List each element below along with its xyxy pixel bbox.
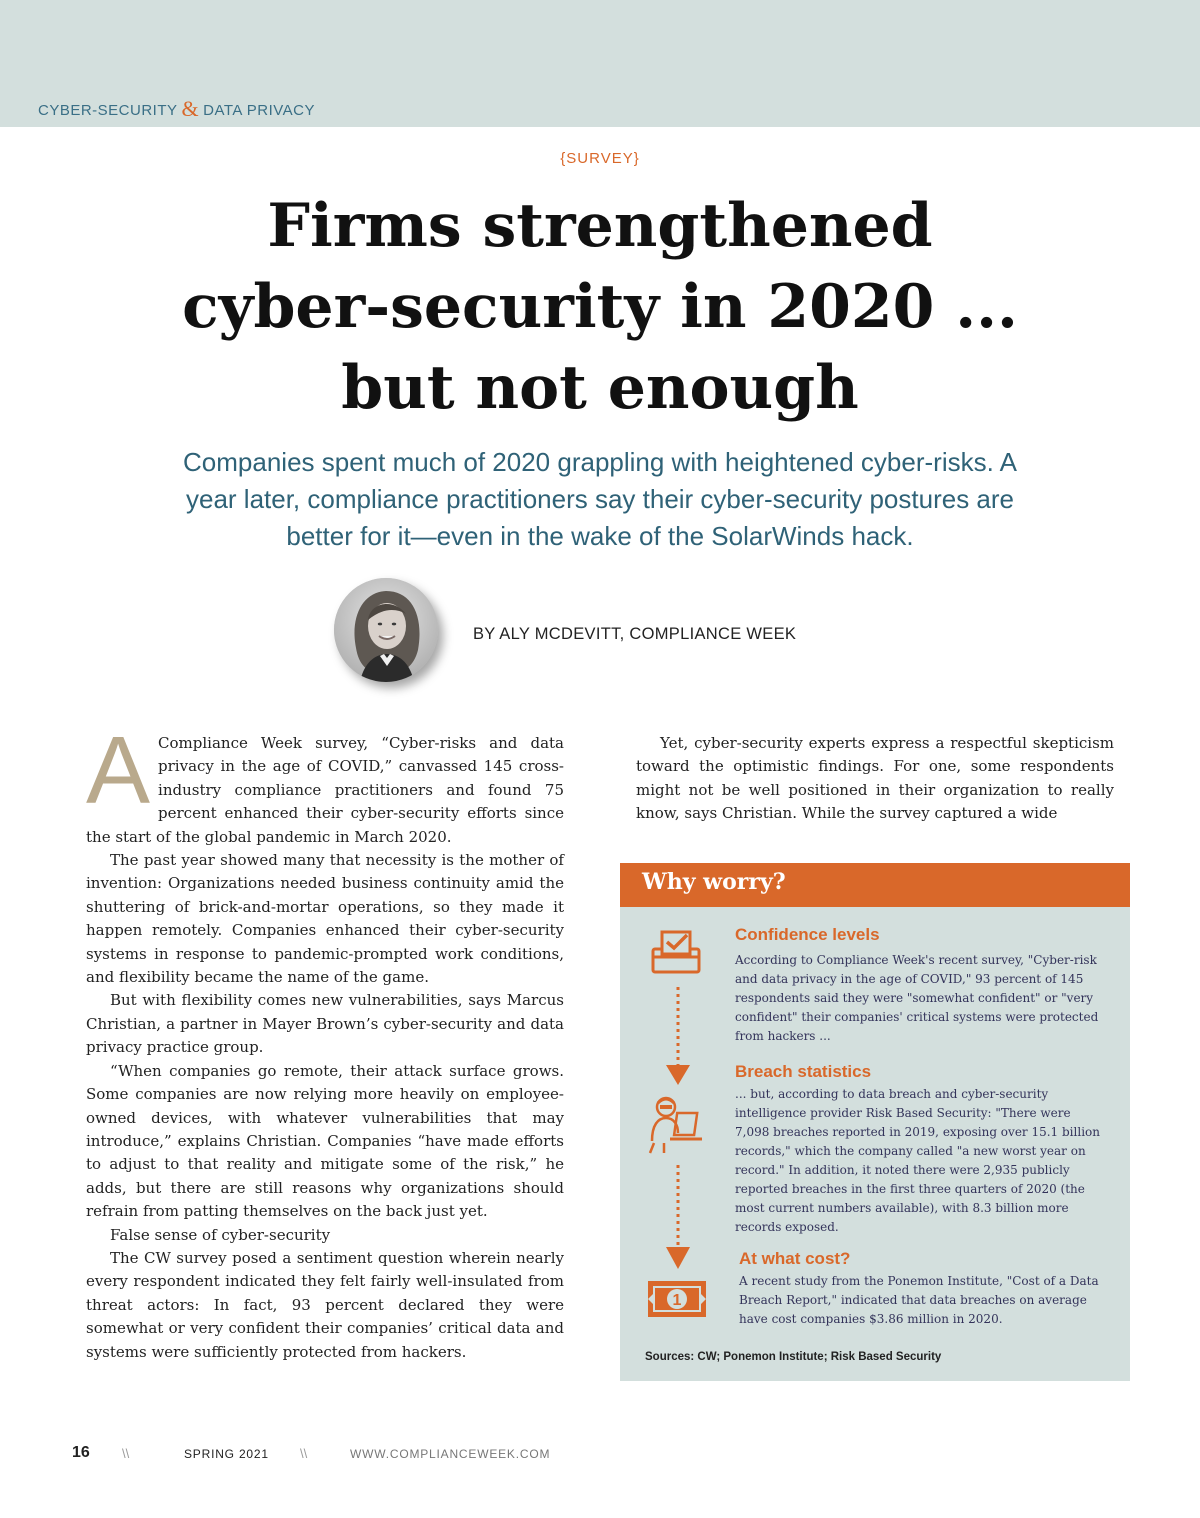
body-paragraph: The past year showed many that necessity is the mother of invention: Organizations needed business continuity amid the shuttering of brick-and-mortar operations, so they made it happen remotely. Companies enhanced their cyber-security systems in response to pandemic-prompted work conditions, and flexibility became the name of the game. bbox=[86, 851, 564, 987]
author-portrait-icon bbox=[334, 578, 438, 682]
dek-line: Companies spent much of 2020 grappling with heightened cyber-risks. A bbox=[183, 447, 1017, 477]
sidebar-sources: Sources: CW; Ponemon Institute; Risk Based Security bbox=[645, 1351, 942, 1363]
body-paragraph: “When companies go remote, their attack surface grows. Some companies are now relying more heavily on employee-owned devices, with whatever vulnerabilities that may introduce,” explains Christian. Companies “have made efforts to adjust to that reality and mitigate some of the risk,” he adds, but there are still reasons why organizations should refrain from patting themselves on the back just yet. bbox=[86, 1061, 564, 1221]
body-column-right bbox=[636, 732, 1114, 826]
ballot-box-icon bbox=[650, 929, 702, 975]
footer-separator: \\ bbox=[300, 1446, 308, 1461]
article-dek bbox=[90, 444, 1110, 555]
body-paragraph: But with flexibility comes new vulnerabilities, says Marcus Christian, a partner in Mayer Brown’s cyber-security and data privacy practice group. bbox=[86, 991, 564, 1057]
author-photo bbox=[334, 578, 438, 682]
dek-line: better for it—even in the wake of the SolarWinds hack. bbox=[286, 521, 914, 551]
sidebar-text: According to Compliance Week's recent survey, "Cyber-risk and data privacy in the age of COVID," 93 percent of 145 respondents said they were "somewhat confident" or "very confident" their companies' critical systems were protected from hackers ... bbox=[735, 953, 1099, 1043]
sidebar-title: Why worry? bbox=[642, 869, 786, 895]
article-kicker: {SURVEY} bbox=[560, 150, 640, 167]
body-paragraph: Yet, cyber-security experts express a respectful skepticism toward the optimistic findings. For one, some respondents might not be well positioned in their organization to really know, says Christian. While the survey captured a wide bbox=[636, 734, 1114, 823]
sidebar-text: ... but, according to data breach and cyber-security intelligence provider Risk Based Security: "There were 7,098 breaches reported in 2019, exposing over 15.1 billion records," which the company called "a new worst year on record." In addition, it noted there were 2,935 publicly reported breaches in the first three quarters of 2020 (the most current numbers available), with 8.3 billion more records exposed. bbox=[735, 1087, 1100, 1234]
sidebar-heading: Confidence levels bbox=[735, 925, 880, 944]
why-worry-sidebar bbox=[620, 863, 1130, 1381]
issue-label: SPRING 2021 bbox=[184, 1447, 269, 1461]
body-paragraph: The CW survey posed a sentiment question wherein nearly every respondent indicated they felt fairly well-insulated from threat actors: In fact, 93 percent declared they were somewhat or very confident their companies’ critical data and systems were sufficiently protected from hackers. bbox=[86, 1248, 564, 1361]
sidebar-heading: At what cost? bbox=[739, 1249, 851, 1268]
website-label: WWW.COMPLIANCEWEEK.COM bbox=[350, 1447, 551, 1461]
body-column-left bbox=[86, 717, 564, 1364]
section-label-left: CYBER-SECURITY bbox=[38, 102, 178, 119]
subheading: False sense of cyber-security bbox=[110, 1225, 331, 1244]
body-paragraph-text: Compliance Week survey, “Cyber-risks and data privacy in the age of COVID,” canvassed 145 cross-industry compliance practitioners and found 75 percent enhanced their cyber-security efforts since the start of the global pandemic in March 2020. bbox=[86, 734, 564, 846]
section-label-ampersand: & bbox=[181, 96, 200, 121]
hacker-at-computer-icon bbox=[646, 1093, 706, 1155]
dollar-bill-digit: 1 bbox=[672, 1292, 682, 1309]
headline-line: but not enough bbox=[341, 353, 859, 423]
sidebar-header-bar bbox=[620, 863, 1130, 907]
dek-line: year later, compliance practitioners say their cyber-security postures are bbox=[185, 484, 1014, 514]
page-number: 16 bbox=[72, 1444, 90, 1461]
article-headline bbox=[100, 186, 1100, 429]
headline-line: cyber-security in 2020 ... bbox=[182, 272, 1018, 342]
section-label-right: DATA PRIVACY bbox=[203, 102, 316, 119]
section-label bbox=[38, 95, 315, 121]
byline: BY ALY MCDEVITT, COMPLIANCE WEEK bbox=[473, 625, 797, 643]
sidebar-heading: Breach statistics bbox=[735, 1062, 872, 1081]
dollar-bill-icon bbox=[644, 1277, 710, 1321]
page-footer bbox=[0, 1444, 1200, 1464]
down-arrow-icon bbox=[664, 985, 692, 1089]
down-arrow-icon bbox=[664, 1163, 692, 1273]
footer-separator: \\ bbox=[122, 1446, 130, 1461]
headline-line: Firms strengthened bbox=[267, 191, 933, 261]
sidebar-text: A recent study from the Ponemon Institute, "Cost of a Data Breach Report," indicated that data breaches on average have cost companies $3.86 million in 2020. bbox=[739, 1274, 1099, 1326]
drop-cap: A bbox=[86, 717, 151, 824]
body-paragraph bbox=[86, 717, 564, 849]
